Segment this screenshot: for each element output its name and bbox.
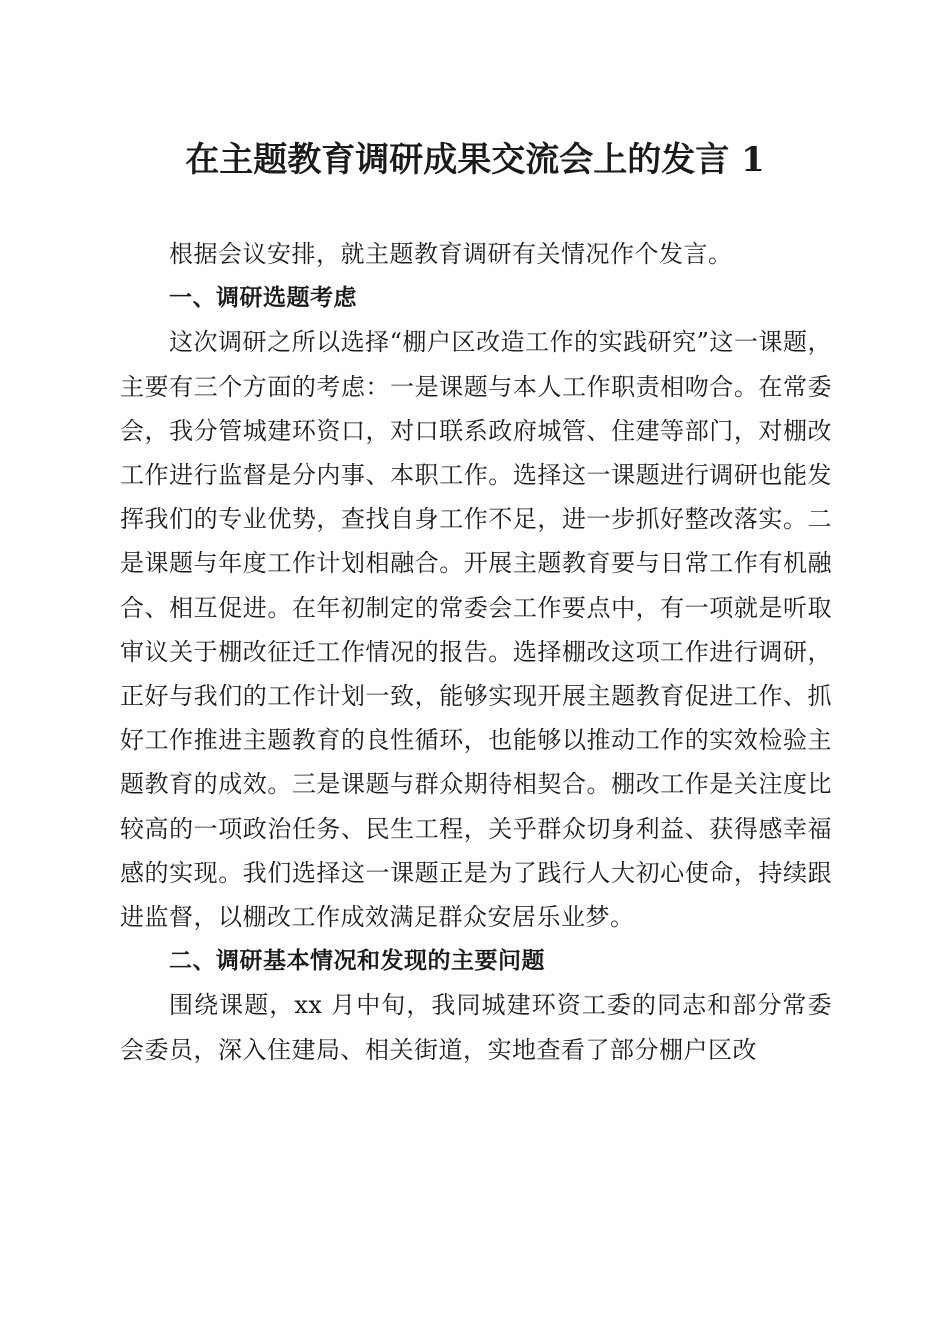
- page-title: 在主题教育调研成果交流会上的发言 1: [185, 140, 765, 180]
- section-paragraph-2: 围绕课题，xx 月中旬，我同城建环资工委的同志和部分常委会委员，深入住建局、相关街道，实地查看了部分棚户区改: [120, 991, 832, 1064]
- section-heading-1: 一、调研选题考虑: [169, 285, 357, 312]
- section-heading-2: 二、调研基本情况和发现的主要问题: [169, 948, 545, 975]
- intro-paragraph: 根据会议安排，就主题教育调研有关情况作个发言。: [169, 240, 733, 268]
- section-paragraph-1: 这次调研之所以选择“棚户区改造工作的实践研究”这一课题，主要有三个方面的考虑：一是课题与本人工作职责相吻合。在常委会，我分管城建环资口，对口联系政府城管、住建等部门，对棚改工作进行监督是分内事、本职工作。选择这一课题进行调研也能发挥我们的专业优势，查找自身工作不足，进一步抓好整改落实。二是课题与年度工作计划相融合。开展主题教育要与日常工作有机融合、相互促进。在年初制定的常委会工作要点中，有一项就是听取审议关于棚改征迁工作情况的报告。选择棚改这项工作进行调研，正好与我们的工作计划一致，能够实现开展主题教育促进工作、抓好工作推进主题教育的良性循环，也能够以推动工作的实效检验主题教育的成效。三是课题与群众期待相契合。棚改工作是关注度比较高的一项政治任务、民生工程，关乎群众切身利益、获得感幸福感的实现。我们选择这一课题正是为了践行人大初心使命，持续跟进监督，以棚改工作成效满足群众安居乐业梦。: [120, 328, 832, 932]
- document-body: [120, 232, 832, 1072]
